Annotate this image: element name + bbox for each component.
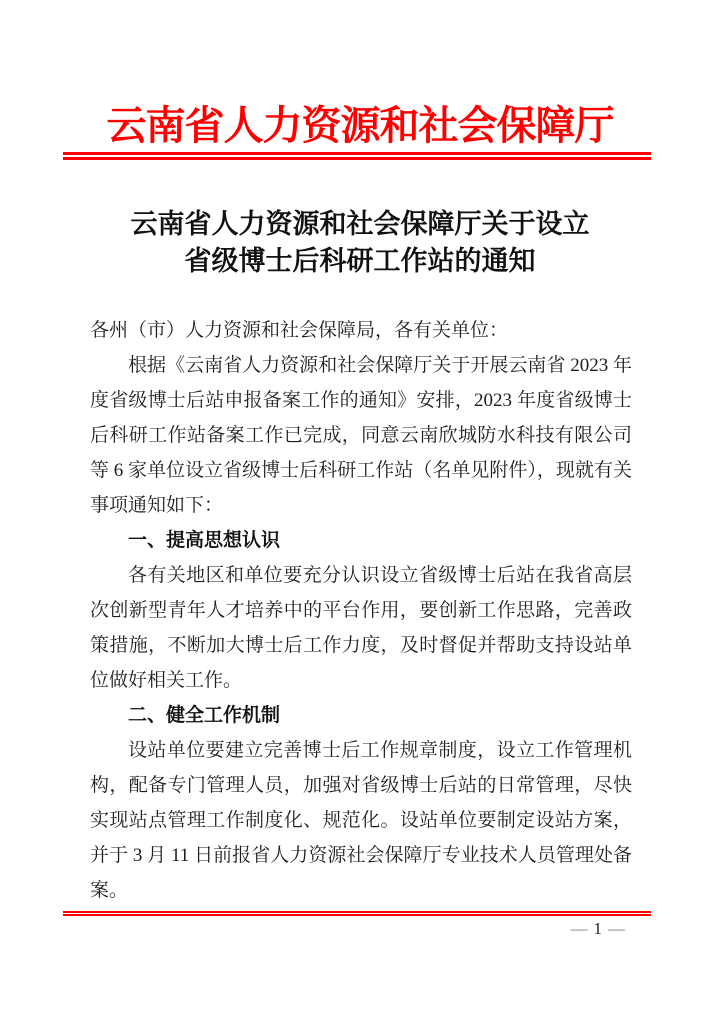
section-heading-1: 一、提高思想认识: [128, 530, 281, 551]
page-number-dash-right: —: [608, 919, 625, 938]
document-title-line-1: 云南省人力资源和社会保障厅关于设立: [130, 209, 590, 239]
body-line: 各州（市）人力资源和社会保障局，各有关单位：: [90, 320, 509, 341]
page-number: [0, 919, 625, 939]
body-line: 位做好相关工作。: [90, 670, 243, 691]
body-line: 度省级博士后站申报备案工作的通知》安排，2023 年度省级博士: [90, 390, 632, 411]
page-number-dash-left: —: [570, 919, 588, 938]
masthead-rule-divider: [63, 152, 651, 160]
body-line: 事项通知如下：: [90, 495, 224, 516]
body-line: 构，配备专门管理人员，加强对省级博士后站的日常管理，尽快: [90, 775, 632, 796]
body-line: 等 6 家单位设立省级博士后科研工作站（名单见附件），现就有关: [90, 460, 632, 481]
body-line: 次创新型青年人才培养中的平台作用，要创新工作思路，完善政: [90, 600, 632, 621]
body-line: 实现站点管理工作制度化、规范化。设站单位要制定设站方案，: [90, 810, 632, 831]
page-number-value: 1: [593, 919, 602, 938]
masthead-title: 云南省人力资源和社会保障厅: [106, 103, 614, 148]
body-line: 各有关地区和单位要充分认识设立省级博士后站在我省高层: [128, 565, 632, 586]
body-line: 案。: [90, 880, 129, 901]
section-heading-2: 二、健全工作机制: [128, 705, 281, 726]
body-line: 根据《云南省人力资源和社会保障厅关于开展云南省 2023 年: [128, 355, 632, 376]
body-line: 并于 3 月 11 日前报省人力资源社会保障厅专业技术人员管理处备: [90, 845, 632, 866]
body-line: 设站单位要建立完善博士后工作规章制度，设立工作管理机: [128, 740, 632, 761]
document-title: [0, 206, 720, 280]
footer-rule-divider: [63, 911, 651, 916]
document-title-line-2: 省级博士后科研工作站的通知: [184, 246, 536, 276]
document-body: [90, 313, 632, 908]
body-line: 后科研工作站备案工作已完成，同意云南欣城防水科技有限公司: [90, 425, 632, 446]
body-line: 策措施，不断加大博士后工作力度，及时督促并帮助支持设站单: [90, 635, 632, 656]
